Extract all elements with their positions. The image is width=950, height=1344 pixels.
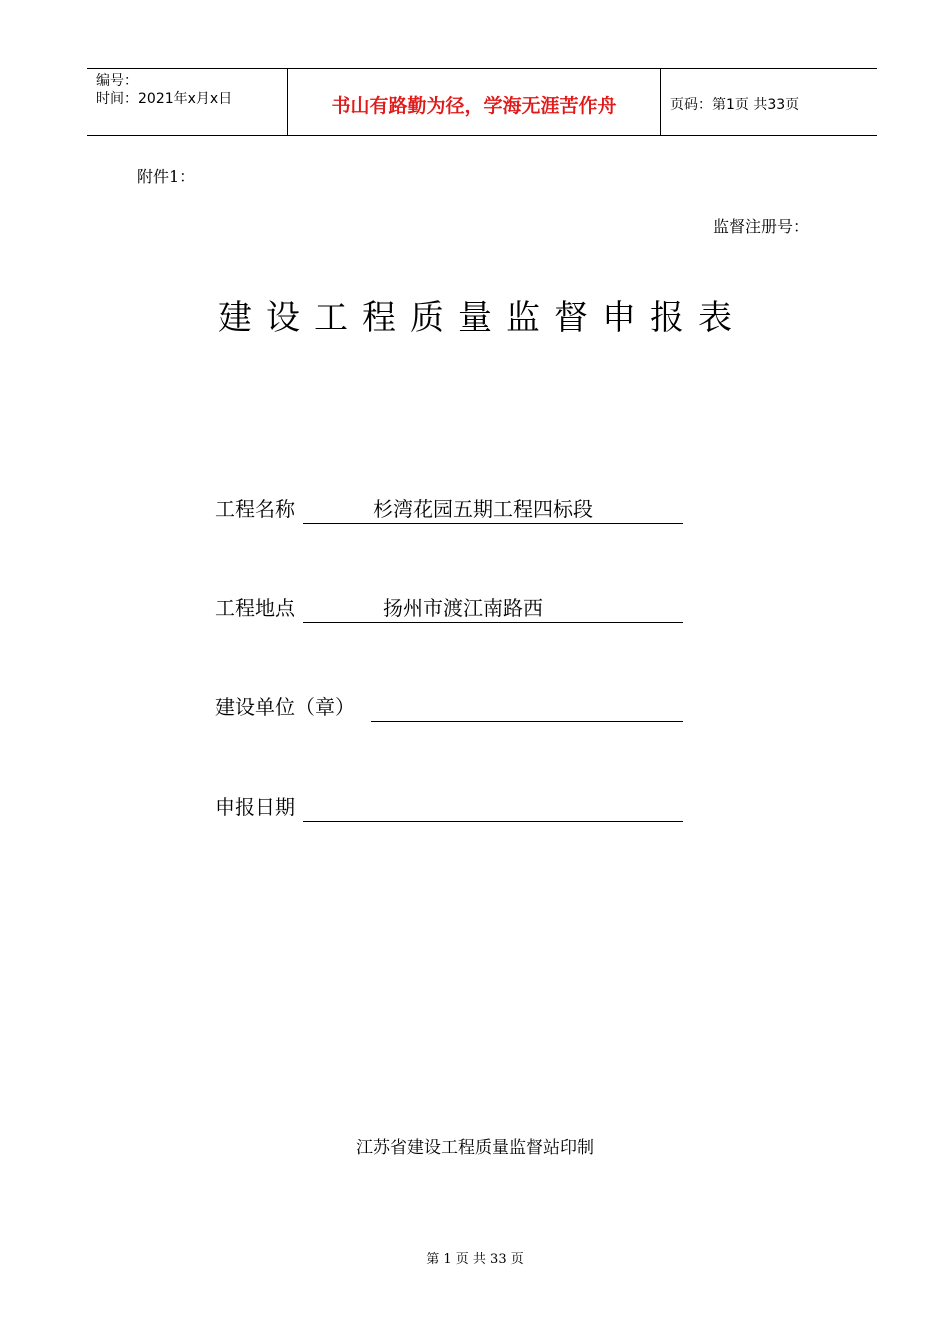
document-time-label: 时间：2021年x月x日 <box>96 91 233 107</box>
header-motto-cell <box>288 69 661 135</box>
footer-page-number: 第 1 页 共 33 页 <box>426 1252 524 1267</box>
field-project-name <box>215 494 685 524</box>
underline <box>371 721 683 722</box>
page-title: 建设工程质量监督申报表 <box>218 298 746 338</box>
field-label: 工程名称 <box>215 497 295 521</box>
header-motto: 书山有路勤为径，学海无涯苦作舟 <box>331 95 617 117</box>
registration-number-label: 监督注册号： <box>713 217 810 236</box>
field-value: 扬州市渡江南路西 <box>383 596 543 620</box>
field-label: 建设单位（章） <box>215 695 355 719</box>
field-project-location <box>215 593 685 623</box>
footer-organization: 江苏省建设工程质量监督站印制 <box>356 1138 594 1158</box>
attachment-label: 附件1： <box>137 167 196 186</box>
field-construction-unit <box>215 692 685 722</box>
field-value: 杉湾花园五期工程四标段 <box>373 497 593 521</box>
field-report-date <box>215 792 685 822</box>
document-number-label: 编号： <box>96 73 138 89</box>
header-page-info: 页码：第1页 共33页 <box>670 97 800 113</box>
field-label: 工程地点 <box>215 596 295 620</box>
header-page-cell <box>661 69 877 135</box>
header-table <box>87 68 877 136</box>
header-meta-cell <box>87 69 288 135</box>
underline <box>303 821 683 822</box>
field-label: 申报日期 <box>215 795 295 819</box>
underline <box>303 622 683 623</box>
underline <box>303 523 683 524</box>
